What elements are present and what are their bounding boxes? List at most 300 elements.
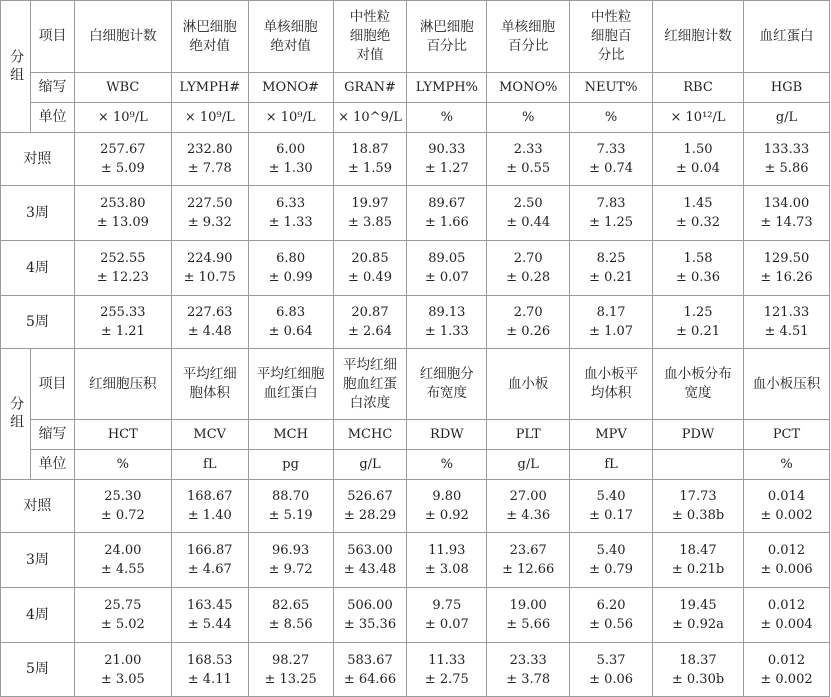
unit-cell: × 10^9/L: [333, 103, 407, 133]
table-row: [1, 533, 830, 588]
mean-value: 6.20: [596, 598, 626, 613]
unit-cell: %: [407, 450, 487, 480]
value-cell: [171, 588, 248, 643]
table-row: [1, 480, 830, 533]
value-cell: [248, 241, 333, 296]
value-cell: [570, 186, 653, 241]
sd-value: ± 3.05: [100, 671, 145, 687]
item-text: 白浓度: [349, 394, 391, 411]
sd-value: ± 4.11: [187, 671, 232, 687]
item-text: 血小板: [507, 375, 549, 392]
value-cell: [74, 133, 171, 186]
sd-value: ± 1.33: [424, 324, 469, 339]
value-cell: [744, 133, 830, 186]
sd-value: ± 0.44: [506, 215, 551, 230]
value-cell: [570, 533, 653, 588]
item-text: 细胞绝: [349, 28, 391, 44]
value-cell: [333, 533, 407, 588]
mean-value: 0.012: [767, 598, 806, 613]
sd-value: ± 0.002: [760, 671, 813, 687]
sd-value: ± 0.74: [589, 161, 634, 176]
mean-value: 252.55: [100, 251, 146, 266]
value-cell: [74, 186, 171, 241]
mean-value: 168.67: [187, 489, 233, 504]
abbr-cell: MONO#: [248, 73, 333, 103]
row-label-item: 项目: [31, 1, 74, 73]
mean-value: 134.00: [763, 196, 810, 211]
mean-value: 98.27: [272, 652, 310, 668]
value-cell: [171, 241, 248, 296]
mean-value: 1.58: [683, 251, 713, 266]
unit-cell: g/L: [333, 450, 407, 480]
item-text: 分比: [597, 47, 625, 63]
sd-value: ± 0.92: [424, 508, 469, 523]
item-text: 绝对值: [270, 37, 311, 54]
mean-value: 8.25: [596, 251, 626, 266]
item-text: 平均红细: [182, 366, 237, 382]
sd-value: ± 43.48: [343, 562, 397, 577]
group-label: 4周: [1, 241, 75, 296]
mean-value: 227.63: [187, 305, 233, 320]
sd-value: ± 1.59: [348, 161, 392, 176]
value-cell: [487, 241, 570, 296]
sd-value: ± 35.36: [343, 617, 397, 632]
sd-value: ± 13.25: [264, 671, 317, 687]
group-label: 3周: [1, 533, 75, 588]
sd-value: ± 5.66: [506, 617, 551, 632]
abbr-cell: PLT: [487, 420, 570, 450]
header-row-unit: [1, 450, 830, 480]
item-header: [407, 1, 487, 73]
sd-value: ± 5.44: [187, 617, 232, 632]
abbr-cell: LYMPH#: [171, 73, 248, 103]
mean-value: 21.00: [104, 652, 142, 668]
value-cell: [653, 480, 744, 533]
mean-value: 23.33: [509, 652, 547, 668]
sd-value: ± 0.92a: [672, 617, 724, 632]
mean-value: 2.70: [513, 305, 543, 320]
sd-value: ± 0.07: [424, 270, 469, 285]
sd-value: ± 5.86: [764, 161, 809, 176]
item-text: 中性粒: [349, 9, 391, 25]
sd-value: ± 12.66: [502, 562, 555, 577]
value-cell: [333, 133, 407, 186]
value-cell: [407, 133, 487, 186]
sd-value: ± 2.75: [424, 671, 469, 687]
mean-value: 19.00: [509, 598, 547, 613]
mean-value: 583.67: [347, 652, 393, 668]
item-text: 胞血红蛋: [342, 375, 397, 392]
mean-value: 1.50: [683, 142, 713, 157]
group-header: 分组: [1, 1, 31, 133]
value-cell: [171, 296, 248, 349]
mean-value: 8.17: [596, 305, 626, 320]
mean-value: 163.45: [187, 598, 233, 613]
value-cell: [744, 533, 830, 588]
mean-value: 255.33: [100, 305, 146, 320]
mean-value: 11.93: [428, 543, 466, 558]
value-cell: [74, 480, 171, 533]
group-label: 对照: [1, 133, 75, 186]
value-cell: [570, 643, 653, 697]
mean-value: 253.80: [100, 196, 146, 211]
item-text: 血小板压积: [752, 375, 821, 392]
sd-value: ± 1.21: [100, 324, 145, 339]
abbr-cell: MCHC: [333, 420, 407, 450]
value-cell: [744, 241, 830, 296]
sd-value: ± 0.64: [268, 324, 313, 339]
item-text: 血红蛋白: [263, 385, 318, 401]
value-cell: [171, 643, 248, 697]
sd-value: ± 0.21b: [671, 562, 725, 577]
value-cell: [653, 241, 744, 296]
abbr-cell: MPV: [570, 420, 653, 450]
value-cell: [333, 588, 407, 643]
sd-value: ± 4.48: [187, 324, 232, 339]
sd-value: ± 0.002: [760, 508, 813, 523]
value-cell: [333, 643, 407, 697]
value-cell: [744, 480, 830, 533]
sd-value: ± 0.04: [676, 161, 721, 176]
table-row: [1, 296, 830, 349]
item-text: 单核细胞: [263, 18, 318, 35]
mean-value: 6.80: [276, 251, 306, 266]
abbr-cell: PCT: [744, 420, 830, 450]
mean-value: 25.75: [104, 598, 142, 613]
mean-value: 1.45: [683, 196, 713, 211]
value-cell: [653, 133, 744, 186]
item-header: [248, 349, 333, 420]
value-cell: [407, 241, 487, 296]
item-header: [333, 349, 407, 420]
value-cell: [487, 296, 570, 349]
mean-value: 506.00: [347, 598, 393, 613]
sd-value: ± 12.23: [96, 270, 149, 285]
unit-cell: %: [744, 450, 830, 480]
value-cell: [333, 186, 407, 241]
value-cell: [653, 296, 744, 349]
value-cell: [333, 241, 407, 296]
item-text: 胞体积: [189, 385, 230, 401]
unit-cell: %: [74, 450, 171, 480]
value-cell: [407, 296, 487, 349]
value-cell: [407, 186, 487, 241]
value-cell: [248, 533, 333, 588]
value-cell: [570, 241, 653, 296]
sd-value: ± 8.56: [268, 617, 313, 632]
row-label-abbr: 缩写: [31, 73, 74, 103]
sd-value: ± 14.73: [760, 215, 813, 230]
unit-cell: g/L: [487, 450, 570, 480]
unit-cell: × 10⁹/L: [248, 103, 333, 133]
abbr-cell: NEUT%: [570, 73, 653, 103]
sd-value: ± 0.21: [676, 324, 721, 339]
value-cell: [744, 588, 830, 643]
header-row-unit: [1, 103, 830, 133]
item-text: 淋巴细胞: [182, 18, 237, 35]
sd-value: ± 0.79: [589, 562, 634, 577]
value-cell: [487, 643, 570, 697]
mean-value: 9.80: [432, 489, 462, 504]
sd-value: ± 0.21: [589, 270, 634, 285]
mean-value: 89.05: [428, 251, 466, 266]
abbr-cell: RDW: [407, 420, 487, 450]
mean-value: 166.87: [187, 543, 233, 558]
item-header: [570, 349, 653, 420]
value-cell: [570, 480, 653, 533]
item-text: 平均红细胞: [256, 366, 325, 382]
item-text: 血小板分布: [664, 366, 732, 382]
mean-value: 1.25: [683, 305, 713, 320]
value-cell: [653, 643, 744, 697]
header-row-abbr: [1, 420, 830, 450]
sd-value: ± 0.004: [760, 617, 813, 632]
table-row: [1, 133, 830, 186]
mean-value: 96.93: [272, 543, 310, 558]
mean-value: 224.90: [187, 251, 233, 266]
sd-value: ± 0.38b: [671, 508, 725, 523]
mean-value: 23.67: [509, 543, 547, 558]
value-cell: [248, 186, 333, 241]
unit-cell: %: [407, 103, 487, 133]
sd-value: ± 10.75: [183, 270, 236, 285]
item-text: 布宽度: [426, 385, 468, 401]
row-label-item: 项目: [31, 349, 74, 420]
sd-value: ± 64.66: [343, 671, 397, 687]
header-row-items: [1, 1, 830, 73]
value-cell: [407, 643, 487, 697]
sd-value: ± 13.09: [96, 215, 149, 230]
abbr-cell: MCV: [171, 420, 248, 450]
sd-value: ± 0.32: [676, 215, 721, 230]
mean-value: 89.67: [428, 196, 466, 211]
table-row: [1, 186, 830, 241]
mean-value: 19.97: [351, 196, 389, 211]
item-header: [248, 1, 333, 73]
unit-cell: %: [487, 103, 570, 133]
value-cell: [487, 133, 570, 186]
value-cell: [248, 643, 333, 697]
unit-cell: [653, 450, 744, 480]
mean-value: 6.83: [276, 305, 306, 320]
value-cell: [74, 241, 171, 296]
mean-value: 7.83: [596, 196, 626, 211]
item-header: [653, 349, 744, 420]
sd-value: ± 5.09: [100, 161, 145, 176]
unit-cell: × 10⁹/L: [74, 103, 171, 133]
value-cell: [248, 133, 333, 186]
item-text: 红细胞压积: [89, 375, 157, 392]
abbr-cell: RBC: [653, 73, 744, 103]
mean-value: 6.33: [276, 196, 306, 211]
sd-value: ± 4.55: [100, 562, 145, 577]
sd-value: ± 3.08: [424, 562, 469, 577]
mean-value: 88.70: [272, 489, 310, 504]
mean-value: 20.87: [351, 305, 389, 320]
mean-value: 168.53: [187, 652, 233, 668]
sd-value: ± 1.27: [424, 161, 469, 176]
row-label-abbr: 缩写: [31, 420, 74, 450]
value-cell: [407, 588, 487, 643]
row-label-unit: 单位: [31, 450, 74, 480]
value-cell: [74, 533, 171, 588]
item-header: [74, 349, 171, 420]
sd-value: ± 0.56: [589, 617, 634, 632]
item-text: 绝对值: [189, 37, 230, 54]
mean-value: 232.80: [187, 142, 233, 157]
value-cell: [248, 296, 333, 349]
item-text: 均体积: [590, 385, 632, 401]
abbr-cell: HCT: [74, 420, 171, 450]
table-row: [1, 588, 830, 643]
sd-value: ± 1.66: [424, 215, 469, 230]
item-text: 红细胞计数: [664, 28, 732, 44]
unit-cell: pg: [248, 450, 333, 480]
mean-value: 24.00: [104, 543, 142, 558]
item-header: [74, 1, 171, 73]
item-text: 淋巴细胞: [419, 18, 474, 35]
mean-value: 90.33: [428, 142, 466, 157]
value-cell: [407, 533, 487, 588]
abbr-cell: GRAN#: [333, 73, 407, 103]
unit-cell: × 10⁹/L: [171, 103, 248, 133]
value-cell: [171, 186, 248, 241]
value-cell: [487, 186, 570, 241]
mean-value: 0.014: [767, 489, 806, 504]
mean-value: 9.75: [432, 598, 462, 613]
mean-value: 19.45: [679, 598, 717, 613]
unit-cell: × 10¹²/L: [653, 103, 744, 133]
value-cell: [653, 533, 744, 588]
mean-value: 2.70: [513, 251, 543, 266]
item-text: 平均红细: [342, 356, 397, 373]
group-label: 5周: [1, 296, 75, 349]
sd-value: ± 0.30b: [671, 671, 725, 687]
sd-value: ± 4.51: [764, 324, 809, 339]
value-cell: [248, 480, 333, 533]
unit-cell: %: [570, 103, 653, 133]
sd-value: ± 0.36: [676, 270, 721, 285]
sd-value: ± 0.72: [100, 508, 145, 523]
sd-value: ± 9.72: [268, 562, 313, 577]
mean-value: 2.33: [513, 142, 543, 157]
abbr-cell: MCH: [248, 420, 333, 450]
mean-value: 227.50: [187, 196, 233, 211]
header-row-abbr: [1, 73, 830, 103]
abbr-cell: LYMPH%: [407, 73, 487, 103]
item-header: [744, 1, 830, 73]
sd-value: ± 7.78: [187, 161, 232, 176]
mean-value: 20.85: [351, 251, 389, 266]
sd-value: ± 0.006: [760, 562, 813, 577]
item-header: [333, 1, 407, 73]
abbr-cell: MONO%: [487, 73, 570, 103]
sd-value: ± 0.17: [589, 508, 634, 523]
item-text: 对值: [356, 47, 384, 63]
sd-value: ± 4.67: [187, 562, 232, 577]
table-row: [1, 643, 830, 697]
unit-cell: fL: [171, 450, 248, 480]
item-text: 中性粒: [590, 9, 632, 25]
value-cell: [653, 186, 744, 241]
mean-value: 563.00: [347, 543, 393, 558]
item-header: [171, 1, 248, 73]
sd-value: ± 28.29: [343, 508, 397, 523]
item-text: 白细胞计数: [89, 28, 157, 44]
item-header: [570, 1, 653, 73]
group-label: 3周: [1, 186, 75, 241]
value-cell: [248, 588, 333, 643]
sd-value: ± 3.85: [348, 215, 392, 230]
mean-value: 0.012: [767, 543, 806, 558]
mean-value: 82.65: [272, 598, 310, 613]
mean-value: 133.33: [763, 142, 810, 157]
sd-value: ± 1.40: [187, 508, 232, 523]
item-text: 红细胞分: [419, 366, 474, 382]
mean-value: 5.40: [596, 543, 626, 558]
item-header: [171, 349, 248, 420]
group-header: 分组: [1, 349, 31, 480]
unit-cell: fL: [570, 450, 653, 480]
item-text: 血红蛋白: [759, 28, 814, 44]
sd-value: ± 0.49: [348, 270, 392, 285]
item-text: 细胞百: [590, 28, 632, 44]
sd-value: ± 1.07: [589, 324, 634, 339]
value-cell: [487, 588, 570, 643]
mean-value: 5.40: [596, 489, 626, 504]
mean-value: 18.47: [679, 543, 717, 558]
item-text: 百分比: [507, 37, 549, 54]
value-cell: [744, 186, 830, 241]
mean-value: 17.73: [679, 489, 717, 504]
sd-value: ± 1.25: [589, 215, 634, 230]
item-header: [487, 1, 570, 73]
mean-value: 2.50: [513, 196, 543, 211]
mean-value: 129.50: [763, 251, 810, 266]
mean-value: 0.012: [767, 652, 806, 668]
group-label: 5周: [1, 643, 75, 697]
item-header: [487, 349, 570, 420]
mean-value: 11.33: [428, 652, 466, 668]
item-text: 百分比: [426, 37, 468, 54]
value-cell: [333, 296, 407, 349]
mean-value: 121.33: [763, 305, 810, 320]
value-cell: [171, 533, 248, 588]
value-cell: [570, 296, 653, 349]
value-cell: [74, 643, 171, 697]
sd-value: ± 9.32: [187, 215, 232, 230]
sd-value: ± 0.06: [589, 671, 634, 687]
item-header: [407, 349, 487, 420]
item-text: 宽度: [684, 385, 712, 401]
abbr-cell: HGB: [744, 73, 830, 103]
header-row-items: [1, 349, 830, 420]
value-cell: [570, 588, 653, 643]
value-cell: [74, 296, 171, 349]
group-label: 对照: [1, 480, 75, 533]
value-cell: [487, 480, 570, 533]
value-cell: [744, 643, 830, 697]
value-cell: [570, 133, 653, 186]
mean-value: 526.67: [347, 489, 393, 504]
sd-value: ± 0.28: [506, 270, 551, 285]
mean-value: 89.13: [428, 305, 466, 320]
abbr-cell: PDW: [653, 420, 744, 450]
mean-value: 7.33: [596, 142, 626, 157]
sd-value: ± 1.33: [268, 215, 313, 230]
row-label-unit: 单位: [31, 103, 74, 133]
value-cell: [171, 480, 248, 533]
